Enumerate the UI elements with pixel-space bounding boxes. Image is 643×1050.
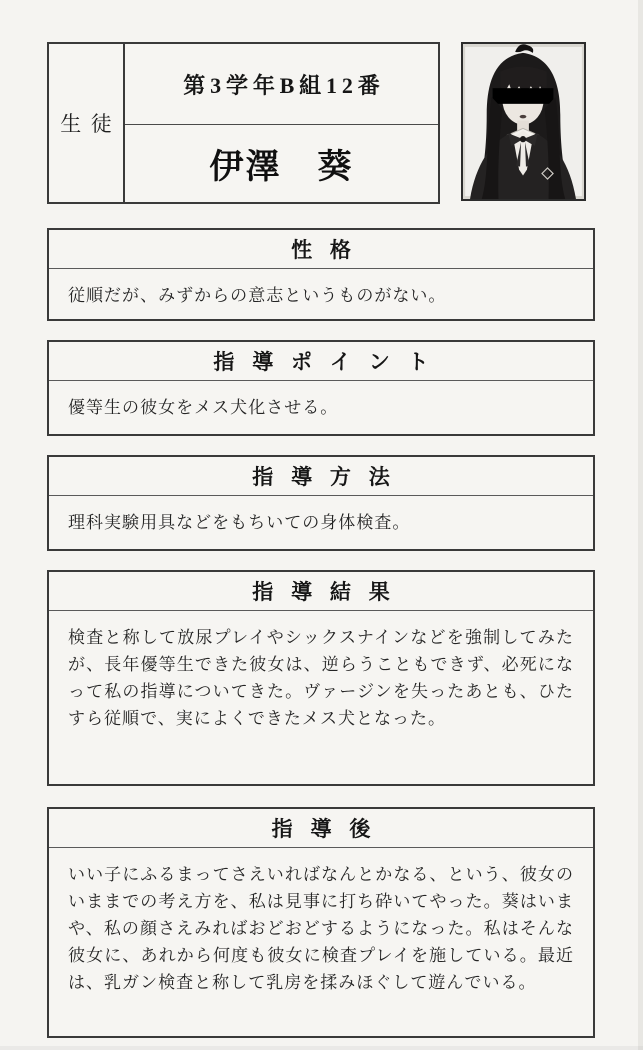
section-guidance-result-header — [49, 572, 593, 611]
portrait-mouth — [520, 115, 527, 119]
student-photo — [461, 42, 586, 201]
section-guidance-method — [47, 455, 595, 551]
section-after-guidance — [47, 807, 595, 1038]
section-guidance-method-header — [49, 457, 593, 496]
portrait-ribbon-knot — [520, 136, 526, 142]
section-title: 指導結果 — [252, 580, 408, 604]
student-name-row — [125, 125, 438, 202]
section-title: 指導後 — [271, 817, 389, 841]
class-number-text: 第3学年B組12番 — [183, 72, 385, 98]
section-after-guidance-header — [49, 809, 593, 848]
section-body: いい子にふるまってさえいればなんとかなる、という、彼女のいままでの考え方を、私は見事に打ち砕いてやった。葵はいまや、私の顔さえみればおどおどするようになった。私はそんな彼女に、あれから何度も彼女に検査プレイを施している。最近は、乳ガン検査と称して乳房を揉みほぐして遊んでいる。 — [68, 865, 574, 992]
section-title: 性格 — [291, 238, 369, 262]
section-title: 指導方法 — [252, 465, 408, 489]
section-guidance-point — [47, 340, 595, 436]
student-role-cell — [49, 44, 125, 202]
censor-bar — [493, 88, 554, 104]
student-portrait-illustration — [463, 44, 584, 199]
student-name: 伊澤 葵 — [209, 149, 354, 186]
section-title: 指導ポイント — [213, 350, 447, 374]
student-id-column — [125, 44, 438, 202]
section-body: 検査と称して放尿プレイやシックスナインなどを強制してみたが、長年優等生できた彼女は、逆らうこともできず、必死になって私の指導についてきた。ヴァージンを失ったあとも、ひたすら従順で、実によくできたメス犬となった。 — [68, 628, 574, 728]
scan-edge-shading — [638, 0, 643, 1050]
scan-edge-shading-bottom — [0, 1046, 643, 1050]
section-personality-header — [49, 230, 593, 269]
section-personality — [47, 228, 595, 321]
section-body: 優等生の彼女をメス犬化させる。 — [68, 398, 339, 417]
section-body: 理科実験用具などをもちいての身体検査。 — [68, 513, 411, 532]
student-role-label: 生徒 — [60, 112, 122, 136]
student-info-table — [47, 42, 440, 204]
section-guidance-result — [47, 570, 595, 786]
section-body: 従順だが、みずからの意志というものがない。 — [68, 286, 447, 305]
section-guidance-point-header — [49, 342, 593, 381]
class-number-row — [125, 44, 438, 125]
